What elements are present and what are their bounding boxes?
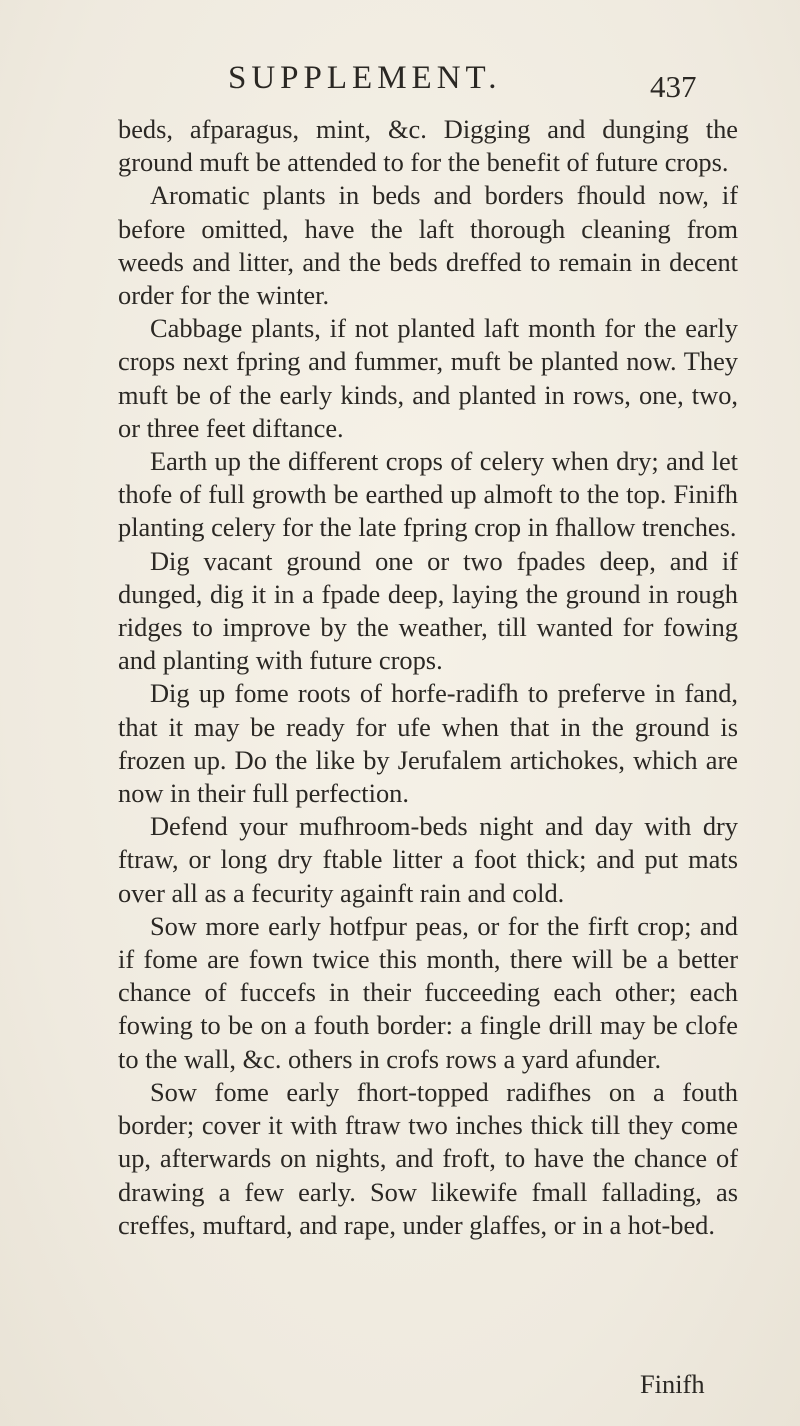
paragraph: Earth up the different crops of celery when dry; and let thofe of full growth be earthed up almoft to the top. Finifh planting celery for the late fpring crop in fhallow trenches.	[118, 446, 738, 543]
paragraph: Defend your mufhroom-beds night and day with dry ftraw, or long dry ftable litter a foot thick; and put mats over all as a fecurity againft rain and cold.	[118, 811, 738, 908]
running-head: SUPPLEMENT.	[228, 60, 502, 96]
body-text	[118, 113, 738, 1242]
paragraph: Dig up fome roots of horfe-radifh to preferve in fand, that it may be ready for ufe when that in the ground is frozen up. Do the like by Jerufalem artichokes, which are now in their full perfection.	[118, 678, 738, 809]
page-number: 437	[650, 69, 697, 104]
catchword: Finifh	[640, 1369, 705, 1399]
page-header	[0, 58, 800, 108]
paragraph: Dig vacant ground one or two fpades deep, and if dunged, dig it in a fpade deep, laying the ground in rough ridges to improve by the weather, till wanted for fowing and planting with future crops.	[118, 545, 738, 676]
paragraph: Aromatic plants in beds and borders fhould now, if before omitted, have the laft thorough cleaning from weeds and litter, and the beds dreffed to remain in decent order for the winter.	[118, 180, 738, 311]
paragraph: Sow more early hotfpur peas, or for the firft crop; and if fome are fown twice this month, there will be a better chance of fuccefs in their fucceeding each other; each fowing to be on a fouth border: a fingle drill may be clofe to the wall, &c. others in crofs rows a yard afunder.	[118, 910, 738, 1074]
paragraph: Cabbage plants, if not planted laft month for the early crops next fpring and fummer, muft be planted now. They muft be of the early kinds, and planted in rows, one, two, or three feet diftance.	[118, 313, 738, 443]
paragraph: Sow fome early fhort-topped radifhes on a fouth border; cover it with ftraw two inches thick till they come up, afterwards on nights, and froft, to have the chance of drawing a few early. Sow likewife fmall fallading, as creffes, muftard, and rape, under glaffes, or in a hot-bed.	[118, 1076, 738, 1240]
paragraph: beds, afparagus, mint, &c. Digging and dunging the ground muft be attended to for the benefit of future crops.	[118, 114, 738, 178]
